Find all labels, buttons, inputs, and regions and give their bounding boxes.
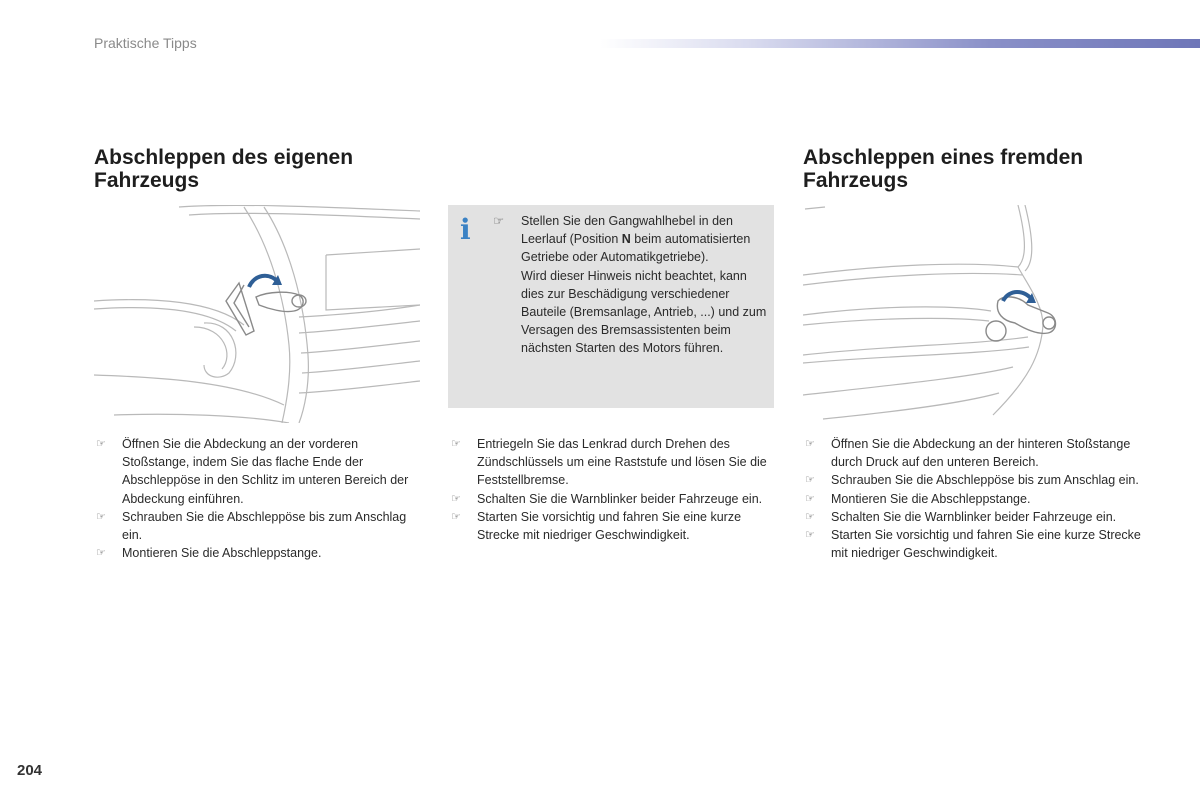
own-vehicle-steps [94,435,424,562]
info-warning: Wird dieser Hinweis nicht beachtet, kann dies zur Beschädigung verschiedener Bauteile (Bremsanlage, Antrieb, ...) und zum Versagen des Bremsassistenten beim nächsten Starten des Motors führen. [521,268,767,356]
info-bullet-row [493,212,768,267]
rear-bumper-illustration [803,205,1128,423]
list-item [449,435,775,490]
pointing-hand-icon: ☞ [451,510,461,523]
list-item-text: Schrauben Sie die Abschleppöse bis zum Anschlag ein. [831,473,1139,488]
list-item-text: Starten Sie vorsichtig und fahren Sie eine kurze Strecke mit niedriger Geschwindigkeit. [477,509,742,543]
list-item-text: Schrauben Sie die Abschleppöse bis zum Anschlag ein. [122,509,407,543]
header-accent-bar [600,39,1200,48]
pointing-hand-icon: ☞ [805,529,815,542]
list-item-text: Schalten Sie die Warnblinker beider Fahrzeuge ein. [831,509,1117,524]
list-item [803,471,1143,489]
pointing-hand-icon: ☞ [805,492,815,505]
front-bumper-illustration [94,205,420,423]
other-vehicle-steps [803,435,1143,562]
pointing-hand-icon: ☞ [493,214,505,228]
list-item-text: Montieren Sie die Abschleppstange. [831,491,1031,506]
pointing-hand-icon: ☞ [96,510,106,523]
pointing-hand-icon: ☞ [96,547,106,560]
pointing-hand-icon: ☞ [805,438,815,450]
list-item [803,490,1143,508]
list-item [803,435,1143,471]
list-item-text: Entriegeln Sie das Lenkrad durch Drehen des Zündschlüssels um eine Raststufe und lösen Sie die Feststellbremse. [477,437,767,488]
pointing-hand-icon: ☞ [96,438,106,450]
info-instruction-post: beim automatisierten Getriebe oder Automatikgetriebe). [521,232,751,265]
title-own-vehicle: Abschleppen des eigenen Fahrzeugs [94,146,354,192]
common-steps [449,435,775,544]
pointing-hand-icon: ☞ [805,474,815,487]
list-item [449,508,775,544]
list-item [94,508,424,544]
towing-eye-icon [226,275,306,335]
info-instruction-pre: Stellen Sie den Gangwahlhebel in den Leerlauf (Position [521,214,733,247]
list-item [803,508,1143,526]
page-number: 204 [17,762,43,779]
list-item [449,490,775,508]
section-label: Praktische Tipps [94,35,197,51]
list-item-text: Starten Sie vorsichtig und fahren Sie eine kurze Strecke mit niedriger Geschwindigkeit. [831,528,1141,561]
list-item [803,526,1143,562]
info-text [493,212,768,358]
list-item-text: Montieren Sie die Abschleppstange. [122,546,322,561]
pointing-hand-icon: ☞ [451,492,461,505]
info-position-n: N [621,232,631,247]
title-other-vehicle: Abschleppen eines fremden Fahrzeugs [803,146,1084,192]
list-item [94,544,424,562]
info-icon: i [460,213,471,246]
info-instruction [493,212,768,267]
pointing-hand-icon: ☞ [451,438,461,450]
list-item-text: Schalten Sie die Warnblinker beider Fahrzeuge ein. [477,491,763,506]
list-item-text: Öffnen Sie die Abdeckung an der hinteren Stoßstange durch Druck auf den unteren Bereich. [831,437,1131,470]
list-item [94,435,424,508]
towing-eye-icon [986,292,1056,341]
list-item-text: Öffnen Sie die Abdeckung an der vorderen Stoßstange, indem Sie das flache Ende der Abschleppöse in den Schlitz im unteren Bereich der Abdeckung einführen. [122,437,409,506]
pointing-hand-icon: ☞ [805,510,815,523]
info-box [448,205,774,408]
